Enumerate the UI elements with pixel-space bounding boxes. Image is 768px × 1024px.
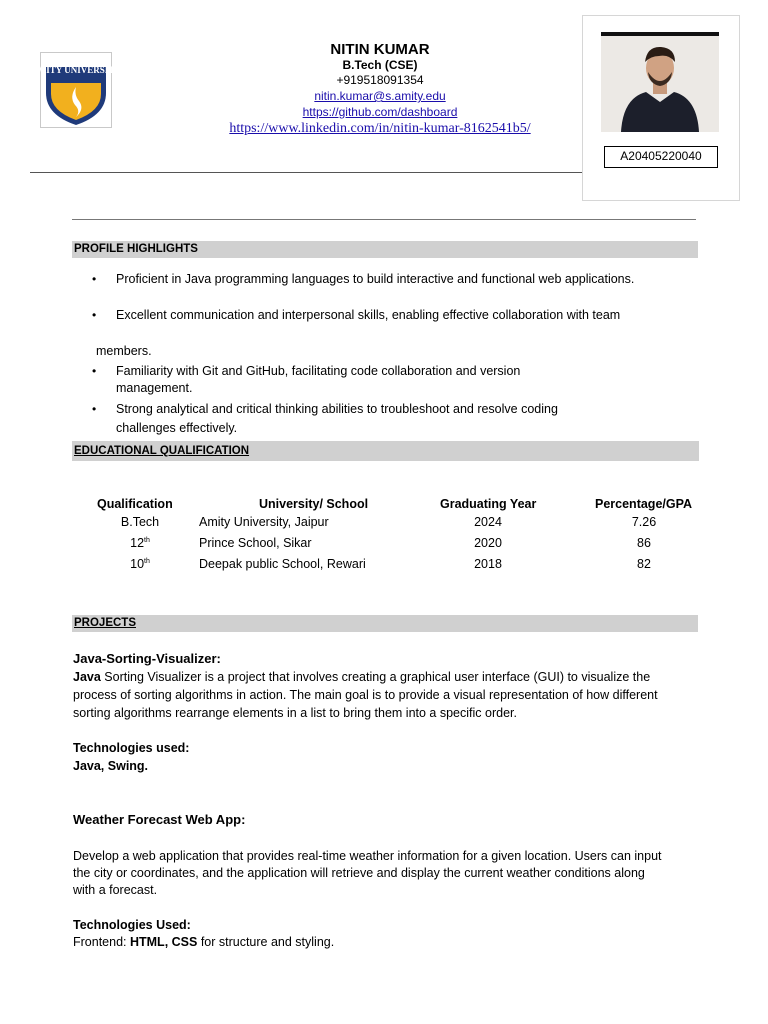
bullet-icon: •	[92, 272, 97, 286]
bullet-icon: •	[92, 308, 97, 322]
logo-text: AMITY UNIVERSITY	[31, 65, 121, 75]
projects-section-header	[72, 615, 698, 632]
project-title: Weather Forecast Web App:	[73, 812, 246, 827]
table-cell-year: 2018	[474, 557, 502, 571]
table-cell-score: 7.26	[631, 515, 657, 529]
table-cell-qualification: 10th	[130, 557, 150, 571]
profile-item: Familiarity with Git and GitHub, facilitating code collaboration and version	[116, 364, 521, 378]
university-logo	[31, 52, 121, 128]
table-header-school: University/ School	[259, 497, 369, 511]
projects-section-title: PROJECTS	[74, 617, 136, 629]
profile-photo	[601, 32, 719, 132]
phone-number: +919518091354	[336, 73, 424, 87]
registration-number: A20405220040	[604, 146, 718, 168]
profile-item-continued: challenges effectively.	[116, 421, 238, 435]
table-cell-school: Amity University, Jaipur	[199, 515, 329, 529]
github-link[interactable]: https://github.com/dashboard	[302, 105, 458, 119]
technologies-label: Technologies Used:	[73, 918, 191, 932]
profile-item-continued: management.	[116, 381, 193, 395]
project-description-line: Develop a web application that provides real-time weather information for a given location. Users can input	[73, 849, 662, 863]
table-cell-year: 2024	[474, 515, 502, 529]
project-description-line: process of sorting algorithms in action. The main goal is to provide a visual representation of how different	[73, 688, 658, 702]
table-cell-school: Deepak public School, Rewari	[199, 557, 366, 571]
bullet-icon: •	[92, 364, 97, 378]
technologies-value: Java, Swing.	[73, 759, 149, 773]
contact-header	[180, 42, 580, 136]
table-cell-school: Prince School, Sikar	[199, 536, 312, 550]
profile-item: Strong analytical and critical thinking abilities to troubleshoot and resolve coding	[116, 402, 558, 416]
project-title: Java-Sorting-Visualizer:	[73, 651, 221, 666]
technologies-label: Technologies used:	[73, 741, 190, 755]
profile-item: Excellent communication and interpersonal skills, enabling effective collaboration with team	[116, 308, 621, 322]
candidate-name: NITIN KUMAR	[330, 41, 430, 58]
table-cell-score: 86	[637, 536, 651, 550]
project-description-line: sorting algorithms rearrange elements in a list to bring them into a specific order.	[73, 706, 517, 720]
project-description-line: Java Sorting Visualizer is a project that involves creating a graphical user interface (GUI) to visualize the	[73, 670, 651, 684]
section-divider	[72, 219, 696, 220]
bullet-icon: •	[92, 402, 97, 416]
table-header-qualification: Qualification	[97, 497, 173, 511]
table-header-score: Percentage/GPA	[595, 497, 693, 511]
profile-item-continued: members.	[96, 344, 152, 358]
header-divider	[30, 172, 582, 173]
project-description-line: with a forecast.	[73, 883, 158, 897]
email-link[interactable]: nitin.kumar@s.amity.edu	[314, 89, 446, 103]
table-header-year: Graduating Year	[440, 497, 537, 511]
table-cell-qualification: B.Tech	[120, 515, 160, 529]
table-cell-year: 2020	[474, 536, 502, 550]
education-section-title: EDUCATIONAL QUALIFICATION	[74, 445, 250, 457]
project-description-line: the city or coordinates, and the application will retrieve and display the current weather conditions along	[73, 866, 645, 880]
profile-item: Proficient in Java programming languages to build interactive and functional web applications.	[116, 272, 635, 286]
degree: B.Tech (CSE)	[342, 58, 418, 72]
profile-section-title: PROFILE HIGHLIGHTS	[74, 243, 198, 255]
linkedin-link[interactable]: https://www.linkedin.com/in/nitin-kumar-8162541b5/	[229, 121, 531, 136]
table-cell-score: 82	[637, 557, 651, 571]
table-cell-qualification: 12th	[130, 536, 150, 550]
profile-section-header	[72, 241, 698, 258]
education-section-header	[72, 441, 699, 461]
frontend-line: Frontend: HTML, CSS for structure and styling.	[73, 935, 335, 949]
